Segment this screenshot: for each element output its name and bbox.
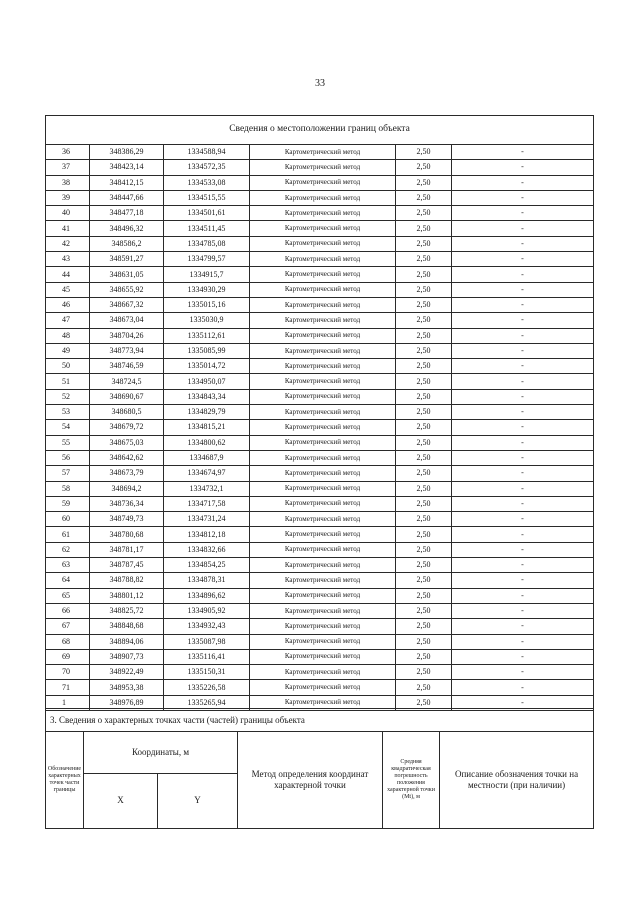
point-number-cell: 48	[46, 328, 90, 343]
point-description-cell: -	[452, 527, 594, 542]
point-description-cell: -	[452, 695, 594, 710]
point-description-cell: -	[452, 297, 594, 312]
x-coordinate-cell: 348690,67	[90, 389, 164, 404]
table-row	[46, 649, 594, 664]
method-cell: Картометрический метод	[250, 496, 396, 511]
accuracy-cell: 2,50	[396, 542, 452, 557]
table-row	[46, 466, 594, 481]
accuracy-cell: 2,50	[396, 512, 452, 527]
method-cell: Картометрический метод	[250, 680, 396, 695]
point-designation-header: Обозначение характерных точек части границы	[46, 732, 84, 829]
y-coordinate-cell: 1334896,62	[164, 588, 250, 603]
y-coordinate-cell: 1335116,41	[164, 649, 250, 664]
x-coordinate-cell: 348704,26	[90, 328, 164, 343]
point-description-cell: -	[452, 359, 594, 374]
y-coordinate-cell: 1334812,18	[164, 527, 250, 542]
point-number-cell: 52	[46, 389, 90, 404]
y-coordinate-cell: 1334732,1	[164, 481, 250, 496]
point-description-cell: -	[452, 435, 594, 450]
method-cell: Картометрический метод	[250, 619, 396, 634]
method-cell: Картометрический метод	[250, 558, 396, 573]
point-number-cell: 55	[46, 435, 90, 450]
point-number-cell: 60	[46, 512, 90, 527]
accuracy-cell: 2,50	[396, 619, 452, 634]
point-number-cell: 41	[46, 221, 90, 236]
y-coordinate-cell: 1335226,58	[164, 680, 250, 695]
y-coordinate-cell: 1334533,08	[164, 175, 250, 190]
x-header: X	[84, 774, 158, 829]
y-coordinate-cell: 1334854,25	[164, 558, 250, 573]
table-row	[46, 588, 594, 603]
point-number-cell: 50	[46, 359, 90, 374]
point-description-cell: -	[452, 190, 594, 205]
method-cell: Картометрический метод	[250, 160, 396, 175]
method-cell: Картометрический метод	[250, 145, 396, 160]
point-number-cell: 57	[46, 466, 90, 481]
accuracy-cell: 2,50	[396, 374, 452, 389]
page-number: 33	[315, 78, 325, 89]
method-cell: Картометрический метод	[250, 588, 396, 603]
x-coordinate-cell: 348749,73	[90, 512, 164, 527]
y-coordinate-cell: 1334785,08	[164, 236, 250, 251]
table-row	[46, 496, 594, 511]
table-row	[46, 481, 594, 496]
point-description-cell: -	[452, 665, 594, 680]
accuracy-cell: 2,50	[396, 481, 452, 496]
y-coordinate-cell: 1335150,31	[164, 665, 250, 680]
point-number-cell: 69	[46, 649, 90, 664]
point-number-cell: 67	[46, 619, 90, 634]
accuracy-cell: 2,50	[396, 603, 452, 618]
y-coordinate-cell: 1335265,94	[164, 695, 250, 710]
x-coordinate-cell: 348825,72	[90, 603, 164, 618]
y-coordinate-cell: 1335030,9	[164, 313, 250, 328]
method-cell: Картометрический метод	[250, 389, 396, 404]
method-cell: Картометрический метод	[250, 435, 396, 450]
point-number-cell: 65	[46, 588, 90, 603]
x-coordinate-cell: 348679,72	[90, 420, 164, 435]
point-description-cell: -	[452, 175, 594, 190]
accuracy-cell: 2,50	[396, 558, 452, 573]
x-coordinate-cell: 348907,73	[90, 649, 164, 664]
table-row	[46, 420, 594, 435]
x-coordinate-cell: 348724,5	[90, 374, 164, 389]
table-row	[46, 267, 594, 282]
accuracy-cell: 2,50	[396, 680, 452, 695]
y-coordinate-cell: 1335112,61	[164, 328, 250, 343]
section3-title: 3. Сведения о характерных точках части (частей) границы объекта	[46, 709, 594, 732]
method-cell: Картометрический метод	[250, 634, 396, 649]
method-cell: Картометрический метод	[250, 175, 396, 190]
table-row	[46, 160, 594, 175]
coordinates-header: Координаты, м	[84, 732, 238, 774]
method-cell: Картометрический метод	[250, 649, 396, 664]
method-cell: Картометрический метод	[250, 405, 396, 420]
point-description-cell: -	[452, 389, 594, 404]
method-cell: Картометрический метод	[250, 282, 396, 297]
x-coordinate-cell: 348586,2	[90, 236, 164, 251]
method-cell: Картометрический метод	[250, 603, 396, 618]
point-number-cell: 38	[46, 175, 90, 190]
point-number-cell: 43	[46, 252, 90, 267]
x-coordinate-cell: 348746,59	[90, 359, 164, 374]
y-coordinate-cell: 1334799,57	[164, 252, 250, 267]
method-cell: Картометрический метод	[250, 221, 396, 236]
x-coordinate-cell: 348496,32	[90, 221, 164, 236]
method-cell: Картометрический метод	[250, 267, 396, 282]
x-coordinate-cell: 348423,14	[90, 160, 164, 175]
x-coordinate-cell: 348675,03	[90, 435, 164, 450]
y-coordinate-cell: 1334832,66	[164, 542, 250, 557]
x-coordinate-cell: 348848,68	[90, 619, 164, 634]
table-row	[46, 603, 594, 618]
point-description-cell: -	[452, 542, 594, 557]
table-row	[46, 221, 594, 236]
x-coordinate-cell: 348591,27	[90, 252, 164, 267]
point-number-cell: 58	[46, 481, 90, 496]
table-row	[46, 236, 594, 251]
x-coordinate-cell: 348788,82	[90, 573, 164, 588]
point-number-cell: 37	[46, 160, 90, 175]
accuracy-header: Средняя квадратическая погрешность положения характерной точки (Мt), м	[383, 732, 440, 829]
table-row	[46, 359, 594, 374]
table-row	[46, 282, 594, 297]
accuracy-cell: 2,50	[396, 649, 452, 664]
point-number-cell: 71	[46, 680, 90, 695]
accuracy-cell: 2,50	[396, 496, 452, 511]
table-row	[46, 435, 594, 450]
method-cell: Картометрический метод	[250, 466, 396, 481]
accuracy-cell: 2,50	[396, 252, 452, 267]
y-coordinate-cell: 1335014,72	[164, 359, 250, 374]
point-description-cell: -	[452, 145, 594, 160]
point-description-cell: -	[452, 603, 594, 618]
x-coordinate-cell: 348953,38	[90, 680, 164, 695]
accuracy-cell: 2,50	[396, 420, 452, 435]
accuracy-cell: 2,50	[396, 634, 452, 649]
y-coordinate-cell: 1334515,55	[164, 190, 250, 205]
table-row	[46, 634, 594, 649]
point-number-cell: 62	[46, 542, 90, 557]
accuracy-cell: 2,50	[396, 450, 452, 465]
point-number-cell: 53	[46, 405, 90, 420]
point-number-cell: 1	[46, 695, 90, 710]
x-coordinate-cell: 348680,5	[90, 405, 164, 420]
x-coordinate-cell: 348781,17	[90, 542, 164, 557]
accuracy-cell: 2,50	[396, 588, 452, 603]
accuracy-cell: 2,50	[396, 282, 452, 297]
method-cell: Картометрический метод	[250, 190, 396, 205]
y-coordinate-cell: 1334905,92	[164, 603, 250, 618]
table-row	[46, 145, 594, 160]
accuracy-cell: 2,50	[396, 236, 452, 251]
table-row	[46, 206, 594, 221]
method-header: Метод определения координат характерной точки	[238, 732, 383, 829]
accuracy-cell: 2,50	[396, 267, 452, 282]
point-description-cell: -	[452, 588, 594, 603]
point-description-cell: -	[452, 313, 594, 328]
point-description-cell: -	[452, 634, 594, 649]
table-row	[46, 252, 594, 267]
part-boundary-points-table	[45, 708, 594, 829]
point-description-cell: -	[452, 466, 594, 481]
x-coordinate-cell: 348673,04	[90, 313, 164, 328]
point-number-cell: 42	[46, 236, 90, 251]
table-row	[46, 450, 594, 465]
x-coordinate-cell: 348667,32	[90, 297, 164, 312]
method-cell: Картометрический метод	[250, 236, 396, 251]
method-cell: Картометрический метод	[250, 343, 396, 358]
table-row	[46, 343, 594, 358]
accuracy-cell: 2,50	[396, 466, 452, 481]
method-cell: Картометрический метод	[250, 252, 396, 267]
y-coordinate-cell: 1334674,97	[164, 466, 250, 481]
y-coordinate-cell: 1335087,98	[164, 634, 250, 649]
x-coordinate-cell: 348412,15	[90, 175, 164, 190]
point-description-cell: -	[452, 558, 594, 573]
method-cell: Картометрический метод	[250, 359, 396, 374]
accuracy-cell: 2,50	[396, 328, 452, 343]
table-row	[46, 680, 594, 695]
method-cell: Картометрический метод	[250, 420, 396, 435]
accuracy-cell: 2,50	[396, 343, 452, 358]
x-coordinate-cell: 348386,29	[90, 145, 164, 160]
y-header: Y	[158, 774, 238, 829]
y-coordinate-cell: 1335015,16	[164, 297, 250, 312]
accuracy-cell: 2,50	[396, 206, 452, 221]
y-coordinate-cell: 1335085,99	[164, 343, 250, 358]
y-coordinate-cell: 1334501,61	[164, 206, 250, 221]
method-cell: Картометрический метод	[250, 313, 396, 328]
x-coordinate-cell: 348631,05	[90, 267, 164, 282]
point-description-cell: -	[452, 496, 594, 511]
point-description-cell: -	[452, 160, 594, 175]
point-number-cell: 49	[46, 343, 90, 358]
method-cell: Картометрический метод	[250, 374, 396, 389]
point-number-cell: 70	[46, 665, 90, 680]
y-coordinate-cell: 1334950,07	[164, 374, 250, 389]
accuracy-cell: 2,50	[396, 695, 452, 710]
x-coordinate-cell: 348773,94	[90, 343, 164, 358]
point-number-cell: 59	[46, 496, 90, 511]
point-number-cell: 51	[46, 374, 90, 389]
y-coordinate-cell: 1334572,35	[164, 160, 250, 175]
method-cell: Картометрический метод	[250, 512, 396, 527]
point-number-cell: 39	[46, 190, 90, 205]
accuracy-cell: 2,50	[396, 190, 452, 205]
y-coordinate-cell: 1334932,43	[164, 619, 250, 634]
point-description-cell: -	[452, 573, 594, 588]
y-coordinate-cell: 1334687,9	[164, 450, 250, 465]
x-coordinate-cell: 348736,34	[90, 496, 164, 511]
accuracy-cell: 2,50	[396, 160, 452, 175]
method-cell: Картометрический метод	[250, 328, 396, 343]
table-row	[46, 374, 594, 389]
accuracy-cell: 2,50	[396, 175, 452, 190]
point-description-cell: -	[452, 405, 594, 420]
point-number-cell: 68	[46, 634, 90, 649]
x-coordinate-cell: 348894,06	[90, 634, 164, 649]
method-cell: Картометрический метод	[250, 206, 396, 221]
accuracy-cell: 2,50	[396, 313, 452, 328]
accuracy-cell: 2,50	[396, 573, 452, 588]
x-coordinate-cell: 348787,45	[90, 558, 164, 573]
method-cell: Картометрический метод	[250, 450, 396, 465]
point-number-cell: 54	[46, 420, 90, 435]
x-coordinate-cell: 348673,79	[90, 466, 164, 481]
point-description-cell: -	[452, 328, 594, 343]
point-number-cell: 45	[46, 282, 90, 297]
method-cell: Картометрический метод	[250, 481, 396, 496]
accuracy-cell: 2,50	[396, 405, 452, 420]
boundary-coordinates-table	[45, 115, 594, 711]
point-number-cell: 66	[46, 603, 90, 618]
point-description-cell: -	[452, 680, 594, 695]
method-cell: Картометрический метод	[250, 297, 396, 312]
x-coordinate-cell: 348976,89	[90, 695, 164, 710]
point-number-cell: 61	[46, 527, 90, 542]
point-number-cell: 36	[46, 145, 90, 160]
table-row	[46, 389, 594, 404]
point-description-cell: -	[452, 512, 594, 527]
method-cell: Картометрический метод	[250, 527, 396, 542]
y-coordinate-cell: 1334511,45	[164, 221, 250, 236]
table-row	[46, 405, 594, 420]
point-description-cell: -	[452, 252, 594, 267]
point-number-cell: 47	[46, 313, 90, 328]
accuracy-cell: 2,50	[396, 527, 452, 542]
point-number-cell: 64	[46, 573, 90, 588]
table-row	[46, 313, 594, 328]
point-description-cell: -	[452, 236, 594, 251]
y-coordinate-cell: 1334930,29	[164, 282, 250, 297]
x-coordinate-cell: 348477,18	[90, 206, 164, 221]
point-number-cell: 56	[46, 450, 90, 465]
point-description-cell: -	[452, 619, 594, 634]
table-row	[46, 190, 594, 205]
table-row	[46, 297, 594, 312]
point-description-cell: -	[452, 206, 594, 221]
y-coordinate-cell: 1334588,94	[164, 145, 250, 160]
y-coordinate-cell: 1334815,21	[164, 420, 250, 435]
point-description-cell: -	[452, 343, 594, 358]
x-coordinate-cell: 348447,66	[90, 190, 164, 205]
accuracy-cell: 2,50	[396, 145, 452, 160]
x-coordinate-cell: 348694,2	[90, 481, 164, 496]
y-coordinate-cell: 1334731,24	[164, 512, 250, 527]
y-coordinate-cell: 1334878,31	[164, 573, 250, 588]
point-description-cell: -	[452, 481, 594, 496]
table-row	[46, 175, 594, 190]
accuracy-cell: 2,50	[396, 221, 452, 236]
point-number-cell: 40	[46, 206, 90, 221]
method-cell: Картометрический метод	[250, 695, 396, 710]
method-cell: Картометрический метод	[250, 573, 396, 588]
point-description-cell: -	[452, 420, 594, 435]
y-coordinate-cell: 1334800,62	[164, 435, 250, 450]
y-coordinate-cell: 1334829,79	[164, 405, 250, 420]
accuracy-cell: 2,50	[396, 359, 452, 374]
description-header: Описание обозначения точки на местности (при наличии)	[440, 732, 594, 829]
table-row	[46, 527, 594, 542]
table-row	[46, 558, 594, 573]
x-coordinate-cell: 348922,49	[90, 665, 164, 680]
table-row	[46, 328, 594, 343]
section-title: Сведения о местоположении границ объекта	[46, 116, 594, 145]
table-row	[46, 512, 594, 527]
point-number-cell: 63	[46, 558, 90, 573]
y-coordinate-cell: 1334915,7	[164, 267, 250, 282]
point-description-cell: -	[452, 374, 594, 389]
point-number-cell: 44	[46, 267, 90, 282]
point-description-cell: -	[452, 267, 594, 282]
point-description-cell: -	[452, 221, 594, 236]
accuracy-cell: 2,50	[396, 435, 452, 450]
accuracy-cell: 2,50	[396, 297, 452, 312]
x-coordinate-cell: 348801,12	[90, 588, 164, 603]
accuracy-cell: 2,50	[396, 665, 452, 680]
method-cell: Картометрический метод	[250, 665, 396, 680]
table-row	[46, 619, 594, 634]
method-cell: Картометрический метод	[250, 542, 396, 557]
table-row	[46, 542, 594, 557]
y-coordinate-cell: 1334717,58	[164, 496, 250, 511]
point-description-cell: -	[452, 282, 594, 297]
table-row	[46, 665, 594, 680]
x-coordinate-cell: 348655,92	[90, 282, 164, 297]
point-number-cell: 46	[46, 297, 90, 312]
y-coordinate-cell: 1334843,34	[164, 389, 250, 404]
x-coordinate-cell: 348642,62	[90, 450, 164, 465]
point-description-cell: -	[452, 649, 594, 664]
point-description-cell: -	[452, 450, 594, 465]
accuracy-cell: 2,50	[396, 389, 452, 404]
x-coordinate-cell: 348780,68	[90, 527, 164, 542]
table-row	[46, 573, 594, 588]
